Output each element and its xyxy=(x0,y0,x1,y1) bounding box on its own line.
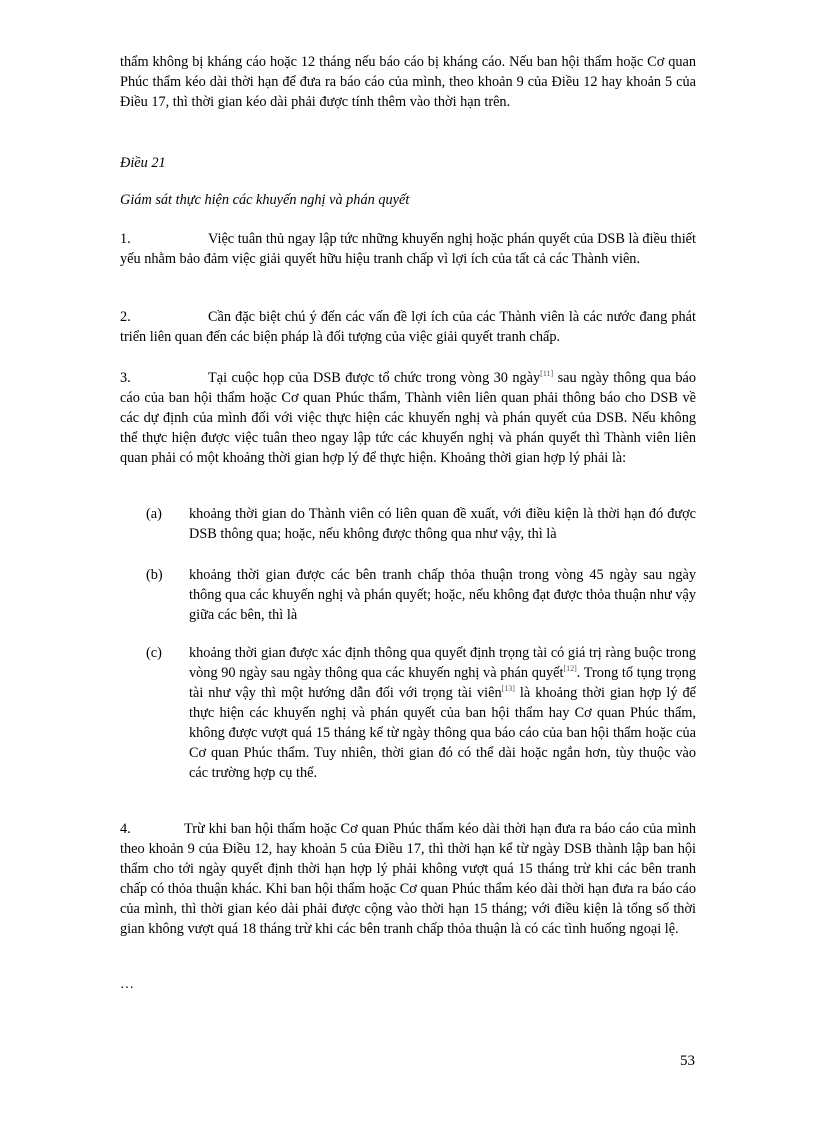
list-text-part: khoảng thời gian được xác định thông qua quyết định trọng tài có giá trị ràng buộc trong vòng 90 ngày sau ngày thông qua các khuyến nghị và phán quyết xyxy=(189,645,696,681)
ellipsis: … xyxy=(120,977,134,992)
footnote-ref-13[interactable]: [13] xyxy=(501,684,515,694)
list-text-part: . Trong tố tụng trọng tài như vậy thì một hướng dẫn đối với trọng tài viên xyxy=(189,665,696,701)
paragraph-3 xyxy=(120,368,696,468)
page-number: 53 xyxy=(680,1053,695,1069)
list-text: khoảng thời gian do Thành viên có liên quan đề xuất, với điều kiện là thời hạn đó được DSB thông qua; hoặc, nếu không được thông qua như vậy, thì là xyxy=(189,506,696,542)
paragraph-text: Việc tuân thủ ngay lập tức những khuyến nghị hoặc phán quyết của DSB là điều thiết yếu nhằm bảo đảm việc giải quyết hữu hiệu tranh chấp vì lợi ích của tất cả các Thành viên. xyxy=(120,231,696,267)
paragraph-number: 3. xyxy=(120,370,131,386)
list-text: khoảng thời gian được các bên tranh chấp thỏa thuận trong vòng 45 ngày sau ngày thông qua các khuyến nghị và phán quyết; hoặc, nếu không đạt được thỏa thuận như vậy giữa các bên, thì là xyxy=(189,567,696,623)
paragraph-2 xyxy=(120,307,696,347)
footnote-ref-12[interactable]: [12] xyxy=(563,664,577,674)
list-label: (b) xyxy=(146,567,163,583)
paragraph-4 xyxy=(120,819,696,939)
paragraph-number: 4. xyxy=(120,821,131,837)
paragraph-text: Cần đặc biệt chú ý đến các vấn đề lợi ích của các Thành viên là các nước đang phát triển liên quan đến các biện pháp là đối tượng của việc giải quyết tranh chấp. xyxy=(120,309,696,345)
article-title: Giám sát thực hiện các khuyến nghị và phán quyết xyxy=(120,192,410,208)
list-text-part: là khoảng thời gian hợp lý để thực hiện các khuyến nghị và phán quyết của ban hội thẩm hay Cơ quan Phúc thẩm, không được vượt quá 15 tháng kể từ ngày thông qua báo cáo của ban hội thẩm hoặc của Cơ quan Phúc thẩm. Tuy nhiên, thời gian đó có thể dài hoặc ngắn hơn, tùy thuộc vào các trường hợp cụ thể. xyxy=(189,685,696,781)
paragraph-text: sau ngày thông qua báo cáo của ban hội thẩm hoặc Cơ quan Phúc thẩm, Thành viên liên quan phải thông báo cho DSB về các dự định của mình đối với việc thực hiện các khuyến nghị và phán quyết của DSB. Nếu không thể thực hiện được việc tuân theo ngay lập tức các khuyến nghị và phán quyết thì Thành viên liên quan phải có một khoảng thời gian hợp lý để thực hiện. Khoảng thời gian hợp lý phải là: xyxy=(120,370,696,466)
list-item-b xyxy=(146,565,696,625)
paragraph-number: 2. xyxy=(120,309,131,325)
paragraph-number: 1. xyxy=(120,231,131,247)
list-item-c xyxy=(146,643,696,783)
list-label: (c) xyxy=(146,645,162,661)
paragraph-text: Trừ khi ban hội thẩm hoặc Cơ quan Phúc thẩm kéo dài thời hạn đưa ra báo cáo của mình theo khoản 9 của Điều 12, hay khoản 5 của Điều 17, thì thời hạn kể từ ngày DSB thành lập ban hội thẩm cho tới ngày quyết định thời hạn hợp lý phải không vượt quá 15 tháng trừ khi các bên tranh chấp có thỏa thuận khác. Khi ban hội thẩm hoặc Cơ quan Phúc thẩm kéo dài thời hạn đưa ra báo cáo của mình, thì thời gian kéo dài phải được cộng vào thời hạn 15 tháng; với điều kiện là tổng số thời gian không vượt quá 18 tháng trừ khi các bên tranh chấp thỏa thuận là có các tình huống ngoại lệ. xyxy=(120,821,696,937)
list-label: (a) xyxy=(146,506,162,522)
list-text xyxy=(189,643,696,783)
paragraph-text: Tại cuộc họp của DSB được tổ chức trong vòng 30 ngày xyxy=(208,370,541,386)
footnote-ref-11[interactable]: [11] xyxy=(540,369,554,379)
intro-paragraph: thẩm không bị kháng cáo hoặc 12 tháng nếu báo cáo bị kháng cáo. Nếu ban hội thẩm hoặc Cơ quan Phúc thẩm kéo dài thời hạn để đưa ra báo cáo của mình, theo khoản 9 của Điều 12 hay khoản 5 của Điều 17, thì thời gian kéo dài phải được tính thêm vào thời hạn trên. xyxy=(120,54,696,110)
article-heading: Điều 21 xyxy=(120,155,166,171)
paragraph-1 xyxy=(120,229,696,269)
list-item-a xyxy=(146,504,696,544)
